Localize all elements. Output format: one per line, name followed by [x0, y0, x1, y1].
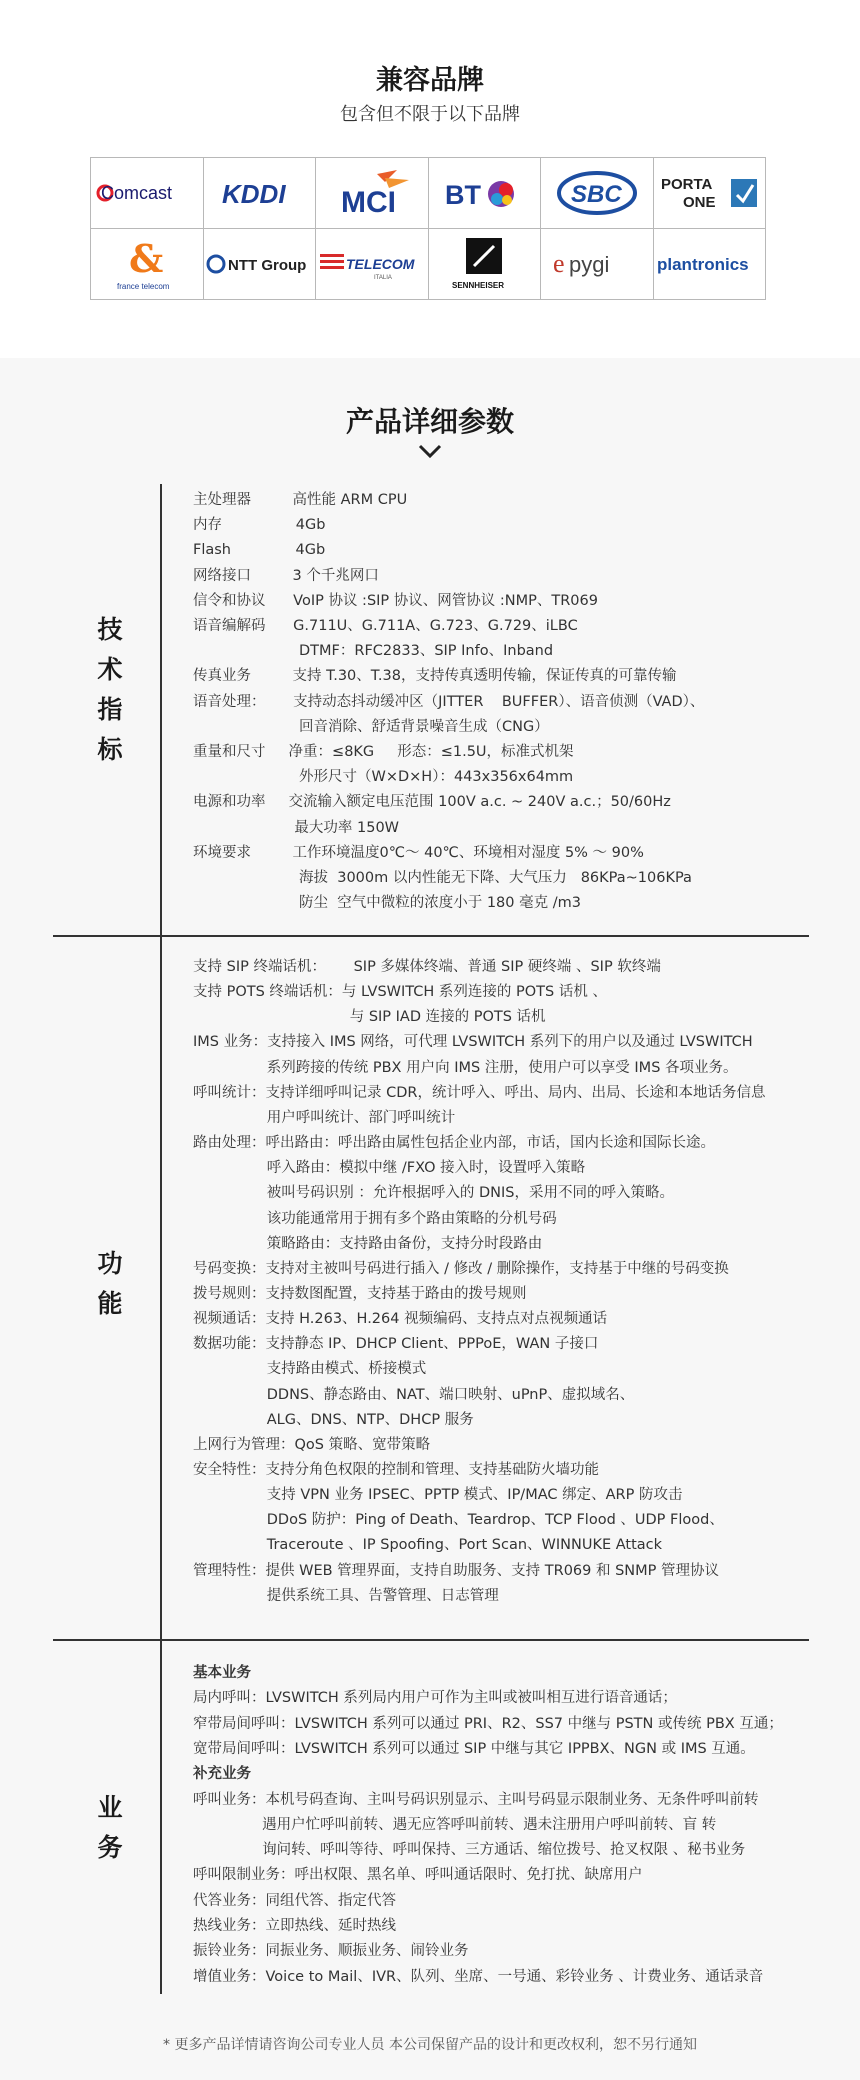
category-char: 技: [97, 615, 123, 644]
logo-ntt: [204, 229, 317, 300]
logo-portaone: [654, 158, 767, 229]
logo-kddi-text: KDDI: [222, 179, 286, 209]
logo-ntt-text: NTT Group: [228, 257, 307, 274]
category-char: 能: [97, 1289, 123, 1318]
logo-bt: [429, 158, 542, 229]
spec-line: 拨号规则：支持数图配置，支持基于路由的拨号规则: [193, 1285, 527, 1302]
logo-epygi: [541, 229, 654, 300]
logo-sbc-text: SBC: [570, 181, 622, 208]
spec-line: Traceroute 、IP Spoofing、Port Scan、WINNUKE Attack: [193, 1537, 663, 1554]
vertical-divider: [160, 484, 162, 1994]
spec-line: 补充业务: [193, 1766, 251, 1783]
spec-line: 呼叫业务：本机号码查询、主叫号码识别显示、主叫号码显示限制业务、无条件呼叫前转: [193, 1791, 759, 1808]
logo-france-telecom: [91, 229, 204, 300]
spec-line: 语音处理： 支持动态抖动缓冲区（JITTER BUFFER）、语音侦测（VAD）、: [193, 693, 705, 710]
logo-telecom-italia: [316, 229, 429, 300]
footer-note: * 更多产品详情请咨询公司专业人员 本公司保留产品的设计和更改权利，恕不另行通知: [163, 2037, 697, 2053]
spec-line: 增值业务：Voice to Mail、IVR、队列、坐席、一号通、彩铃业务 、计费业务、通话录音: [193, 1968, 764, 1985]
spec-line: 内存 4Gb: [193, 517, 326, 534]
spec-line: 呼叫限制业务：呼出权限、黑名单、呼叫通话限时、免打扰、缺席用户: [193, 1867, 643, 1884]
spec-line: 防尘 空气中微粒的浓度小于 180 毫克 /m3: [193, 895, 581, 912]
spec-line: Flash 4Gb: [193, 542, 326, 559]
logo-mci: [316, 158, 429, 229]
spec-line: 局内呼叫：LVSWITCH 系列局内用户可作为主叫或被叫相互进行语音通话；: [193, 1690, 677, 1707]
spec-line: 振铃业务：同振业务、顺振业务、闹铃业务: [193, 1943, 469, 1960]
spec-line: 信令和协议 VoIP 协议 :SIP 协议、网管协议 :NMP、TR069: [193, 592, 598, 609]
spec-line: 系列跨接的传统 PBX 用户向 IMS 注册，使用户可以享受 IMS 各项业务。: [193, 1059, 738, 1076]
spec-line: 热线业务：立即热线、延时热线: [193, 1918, 396, 1934]
brand-logo-grid: [90, 157, 766, 300]
brands-section: [0, 0, 860, 358]
spec-line: 上网行为管理：QoS 策略、宽带策略: [193, 1436, 431, 1453]
spec-line: 主处理器 高性能 ARM CPU: [193, 492, 408, 508]
spec-line: 遇用户忙呼叫前转、遇无应答呼叫前转、遇未注册用户呼叫前转、盲 转: [193, 1816, 717, 1833]
spec-line: 海拔 3000m 以内性能无下降、大气压力 86KPa~106KPa: [193, 870, 692, 886]
svg-text:&: &: [128, 236, 164, 281]
logo-sennheiser: [429, 229, 542, 300]
spec-line: 语音编解码 G.711U、G.711A、G.723、G.729、iLBC: [193, 618, 578, 634]
specs-section: [0, 358, 860, 2080]
spec-line: 环境要求 工作环境温度0℃～ 40℃、环境相对湿度 5% ～ 90%: [193, 844, 644, 861]
spec-line: 该功能通常用于拥有多个路由策略的分机号码: [193, 1210, 557, 1227]
spec-line: DTMF：RFC2833、SIP Info、Inband: [193, 643, 554, 660]
chevron-down-icon: [418, 444, 442, 460]
category-services: [90, 1788, 130, 1868]
spec-line: 电源和功率 交流输入额定电压范围 100V a.c. ~ 240V a.c.；50/60Hz: [193, 794, 671, 811]
logo-bt-text: BT: [445, 180, 482, 210]
spec-line: 询问转、呼叫等待、呼叫保持、三方通话、缩位拨号、抢叉权限 、秘书业务: [193, 1842, 746, 1859]
spec-line: 支持 VPN 业务 IPSEC、PPTP 模式、IP/MAC 绑定、ARP 防攻击: [193, 1487, 683, 1504]
logo-mci-text: MCI: [340, 186, 396, 218]
svg-text:SENNHEISER: SENNHEISER: [452, 281, 505, 290]
spec-line: 支持 SIP 终端话机： SIP 多媒体终端、普通 SIP 硬终端 、SIP 软终端: [193, 959, 661, 975]
category-char: 务: [97, 1833, 123, 1862]
logo-portaone-text: PORTA: [661, 176, 713, 193]
category-char: 功: [97, 1249, 123, 1278]
spec-line: 外形尺寸（W×D×H）：443x356x64mm: [193, 769, 574, 786]
logo-comcast: [91, 158, 204, 229]
spec-line: 号码变换：支持对主被叫号码进行插入 / 修改 / 删除操作，支持基于中继的号码变换: [193, 1260, 729, 1277]
logo-france-telecom-text: france telecom: [116, 282, 170, 291]
spec-line: 传真业务 支持 T.30、T.38，支持传真透明传输，保证传真的可靠传输: [193, 668, 677, 685]
brands-subtitle: 包含但不限于以下品牌: [340, 104, 520, 125]
category-functions: [90, 1244, 130, 1324]
brands-title: 兼容品牌: [376, 65, 484, 96]
category-char: 指: [97, 695, 123, 724]
spec-line: 提供系统工具、告警管理、日志管理: [193, 1587, 499, 1604]
spec-line: 呼叫统计：支持详细呼叫记录 CDR，统计呼入、呼出、局内、出局、长途和本地话务信息: [193, 1084, 766, 1101]
spec-line: 安全特性：支持分角色权限的控制和管理、支持基础防火墙功能: [193, 1462, 599, 1478]
specs-title: 产品详细参数: [345, 405, 514, 438]
svg-text:ITALIA: ITALIA: [373, 275, 392, 281]
spec-line: 代答业务：同组代答、指定代答: [193, 1892, 396, 1909]
spec-line: 呼入路由：模拟中继 /FXO 接入时，设置呼入策略: [193, 1160, 586, 1177]
spec-line: ALG、DNS、NTP、DHCP 服务: [193, 1411, 474, 1428]
category-tech-specs: [90, 610, 130, 770]
section-divider-1: [53, 935, 809, 937]
logo-plantronics-text: plantronics: [657, 255, 749, 274]
section-divider-2: [53, 1639, 809, 1641]
spec-line: DDNS、静态路由、NAT、端口映射、uPnP、虚拟域名、: [193, 1386, 635, 1403]
spec-line: 与 SIP IAD 连接的 POTS 话机: [193, 1009, 546, 1026]
spec-line: 宽带局间呼叫：LVSWITCH 系列可以通过 SIP 中继与其它 IPPBX、NGN 或 IMS 互通。: [193, 1740, 755, 1757]
spec-line: 支持路由模式、桥接模式: [193, 1361, 427, 1378]
svg-text:pygi: pygi: [568, 252, 610, 277]
spec-line: 网络接口 3 个千兆网口: [193, 567, 379, 584]
spec-line: 视频通话：支持 H.263、H.264 视频编码、支持点对点视频通话: [193, 1311, 608, 1328]
svg-text:ONE: ONE: [683, 194, 716, 211]
spec-line: DDoS 防护：Ping of Death、Teardrop、TCP Flood 、UDP Flood、: [193, 1512, 724, 1529]
spec-line: 支持 POTS 终端话机：与 LVSWITCH 系列连接的 POTS 话机 、: [193, 984, 607, 1001]
spec-line: 回音消除、舒适背景噪音生成（CNG）: [193, 718, 549, 735]
logo-comcast-text: Comcast: [100, 183, 172, 203]
logo-sbc: [541, 158, 654, 229]
spec-line: 用户呼叫统计、部门呼叫统计: [193, 1109, 456, 1126]
logo-plantronics: [654, 229, 767, 300]
spec-line: IMS 业务：支持接入 IMS 网络，可代理 LVSWITCH 系列下的用户以及通过 LVSWITCH: [193, 1034, 753, 1051]
category-char: 标: [97, 735, 123, 764]
spec-line: 窄带局间呼叫：LVSWITCH 系列可以通过 PRI、R2、SS7 中继与 PSTN 或传统 PBX 互通；: [193, 1715, 783, 1732]
svg-text:e: e: [552, 249, 565, 278]
svg-text:TELECOM: TELECOM: [345, 256, 415, 272]
spec-line: 数据功能：支持静态 IP、DHCP Client、PPPoE，WAN 子接口: [193, 1336, 599, 1353]
spec-line: 基本业务: [193, 1665, 251, 1681]
spec-line: 重量和尺寸 净重：≤8KG 形态：≤1.5U，标准式机架: [193, 744, 574, 760]
logo-kddi: [204, 158, 317, 229]
spec-line: 最大功率 150W: [193, 819, 400, 836]
spec-line: 策略路由：支持路由备份，支持分时段路由: [193, 1235, 543, 1252]
spec-line: 路由处理：呼出路由：呼出路由属性包括企业内部，市话，国内长途和国际长途。: [193, 1135, 715, 1152]
spec-line: 管理特性：提供 WEB 管理界面，支持自助服务、支持 TR069 和 SNMP 管理协议: [193, 1562, 720, 1579]
category-char: 业: [97, 1793, 123, 1822]
spec-line: 被叫号码识别 ：允许根据呼入的 DNIS，采用不同的呼入策略。: [193, 1185, 674, 1202]
category-char: 术: [97, 655, 123, 684]
